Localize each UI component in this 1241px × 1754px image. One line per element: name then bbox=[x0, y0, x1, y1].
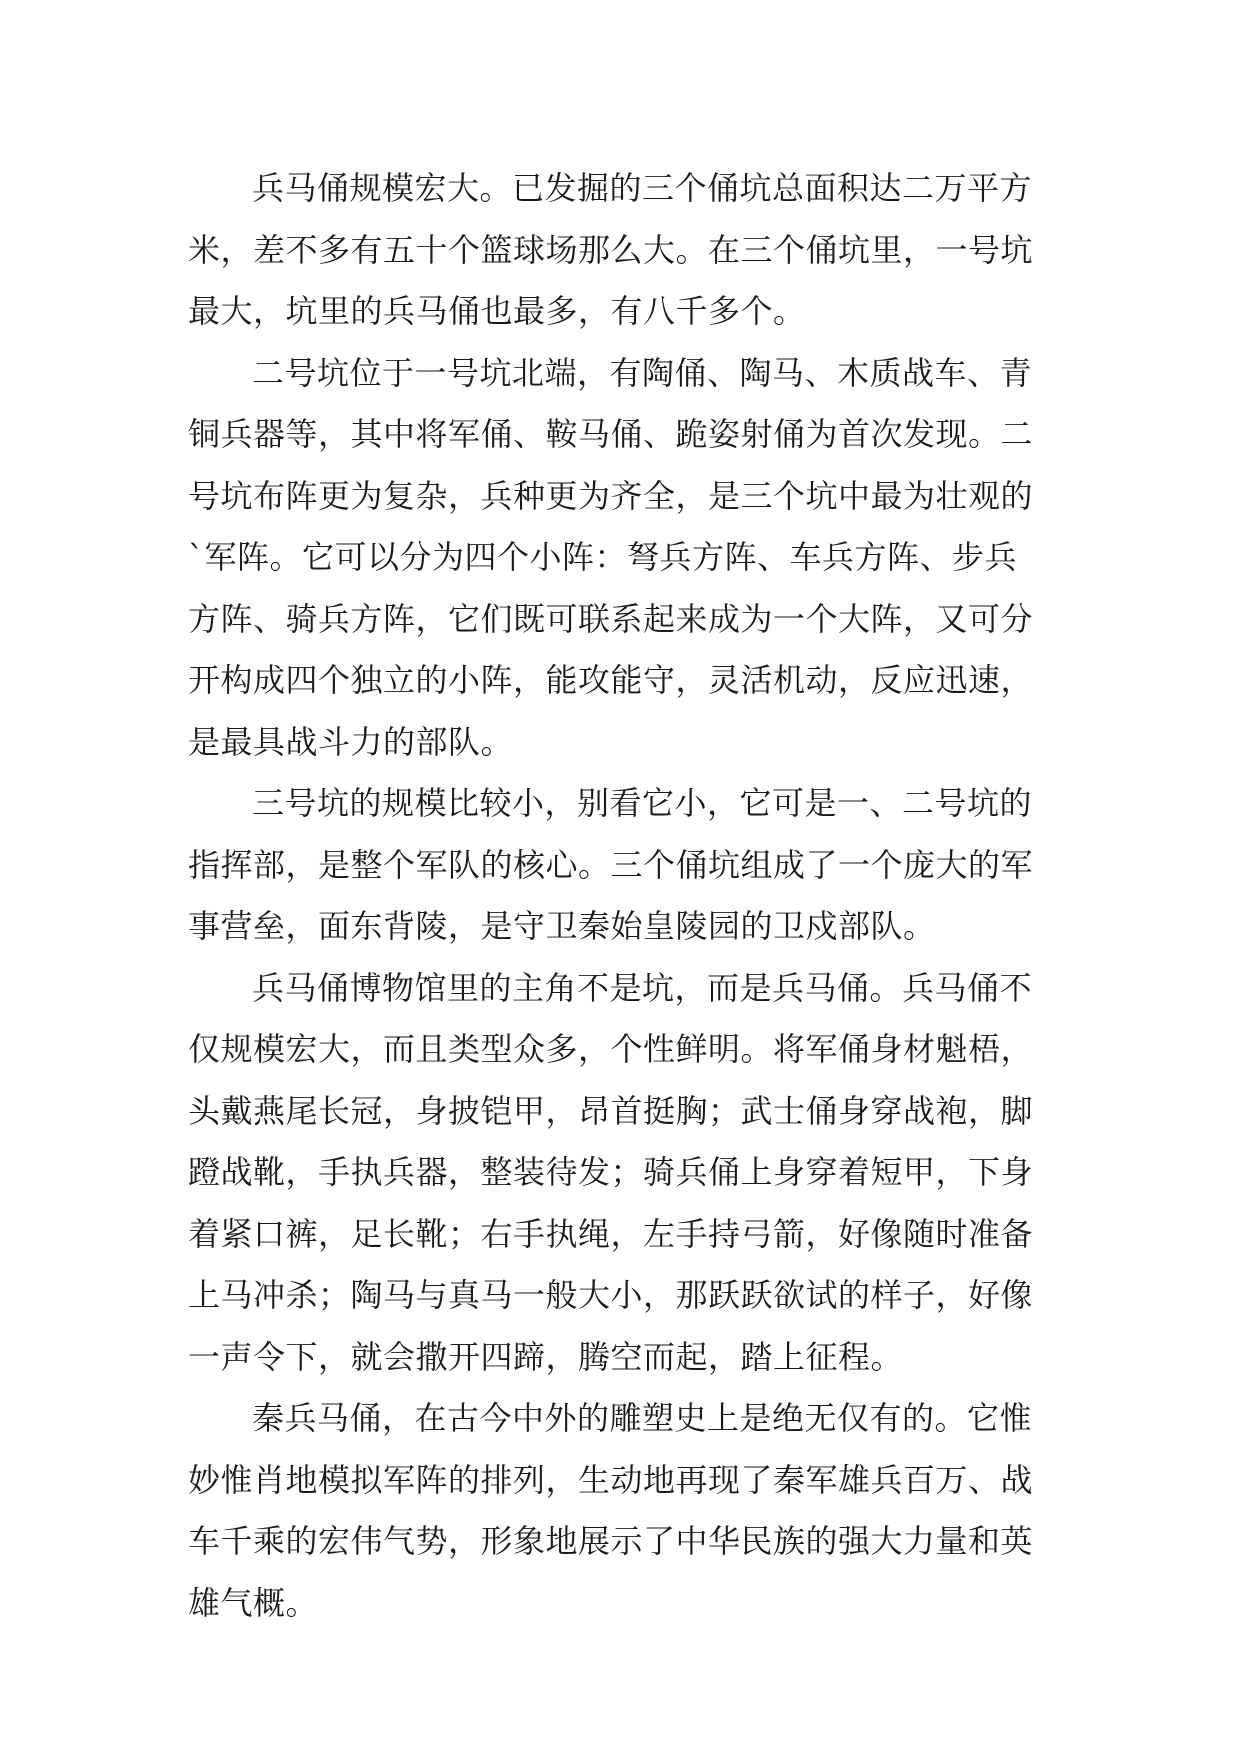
text-line: 秦兵马俑，在古今中外的雕塑史上是绝无仅有的。它惟 bbox=[252, 1399, 1033, 1437]
text-line: 是最具战斗力的部队。 bbox=[188, 722, 514, 761]
text-line: 指挥部，是整个军队的核心。三个俑坑组成了一个庞大的军 bbox=[188, 845, 1034, 884]
text-line: `军阵。它可以分为四个小阵：弩兵方阵、车兵方阵、步兵 bbox=[188, 538, 1018, 576]
text-line: 兵马俑博物馆里的主角不是坑，而是兵马俑。兵马俑不 bbox=[252, 968, 1033, 1007]
text-line: 雄气概。 bbox=[188, 1583, 319, 1622]
text-line: 铜兵器等，其中将军俑、鞍马俑、跪姿射俑为首次发现。二 bbox=[188, 415, 1034, 453]
text-line: 头戴燕尾长冠，身披铠甲，昂首挺胸；武士俑身穿战袍，脚 bbox=[188, 1091, 1034, 1130]
text-line: 仅规模宏大，而且类型众多，个性鲜明。将军俑身材魁梧， bbox=[188, 1030, 1034, 1068]
paragraph-figures bbox=[188, 958, 1068, 1389]
text-line: 着紧口裤，足长靴；右手执绳，左手持弓箭，好像随时准备 bbox=[188, 1214, 1034, 1253]
text-line: 蹬战靴，手执兵器，整装待发；骑兵俑上身穿着短甲，下身 bbox=[188, 1153, 1034, 1191]
text-line: 一声令下，就会撒开四蹄，腾空而起，踏上征程。 bbox=[188, 1337, 904, 1376]
text-line: 车千乘的宏伟气势，形象地展示了中华民族的强大力量和英 bbox=[188, 1522, 1034, 1560]
text-line: 米，差不多有五十个篮球场那么大。在三个俑坑里，一号坑 bbox=[188, 230, 1034, 269]
text-line: 最大，坑里的兵马俑也最多，有八千多个。 bbox=[188, 292, 806, 330]
text-line: 方阵、骑兵方阵，它们既可联系起来成为一个大阵，又可分 bbox=[188, 599, 1034, 638]
paragraph-scale bbox=[188, 158, 1068, 343]
article-body bbox=[188, 158, 1068, 1634]
paragraph-pit-three bbox=[188, 773, 1068, 958]
paragraph-pit-two bbox=[188, 343, 1068, 774]
paragraph-conclusion bbox=[188, 1388, 1068, 1634]
text-line: 兵马俑规模宏大。已发掘的三个俑坑总面积达二万平方 bbox=[252, 169, 1033, 207]
text-line: 妙惟肖地模拟军阵的排列，生动地再现了秦军雄兵百万、战 bbox=[188, 1460, 1034, 1499]
text-line: 三号坑的规模比较小，别看它小，它可是一、二号坑的 bbox=[252, 784, 1033, 822]
text-line: 事营垒，面东背陵，是守卫秦始皇陵园的卫戍部队。 bbox=[188, 907, 936, 945]
text-line: 上马冲杀；陶马与真马一般大小，那跃跃欲试的样子，好像 bbox=[188, 1276, 1034, 1314]
text-line: 号坑布阵更为复杂，兵种更为齐全，是三个坑中最为壮观的 bbox=[188, 476, 1034, 515]
text-line: 二号坑位于一号坑北端，有陶俑、陶马、木质战车、青 bbox=[252, 353, 1033, 392]
text-line: 开构成四个独立的小阵，能攻能守，灵活机动，反应迅速， bbox=[188, 661, 1034, 699]
